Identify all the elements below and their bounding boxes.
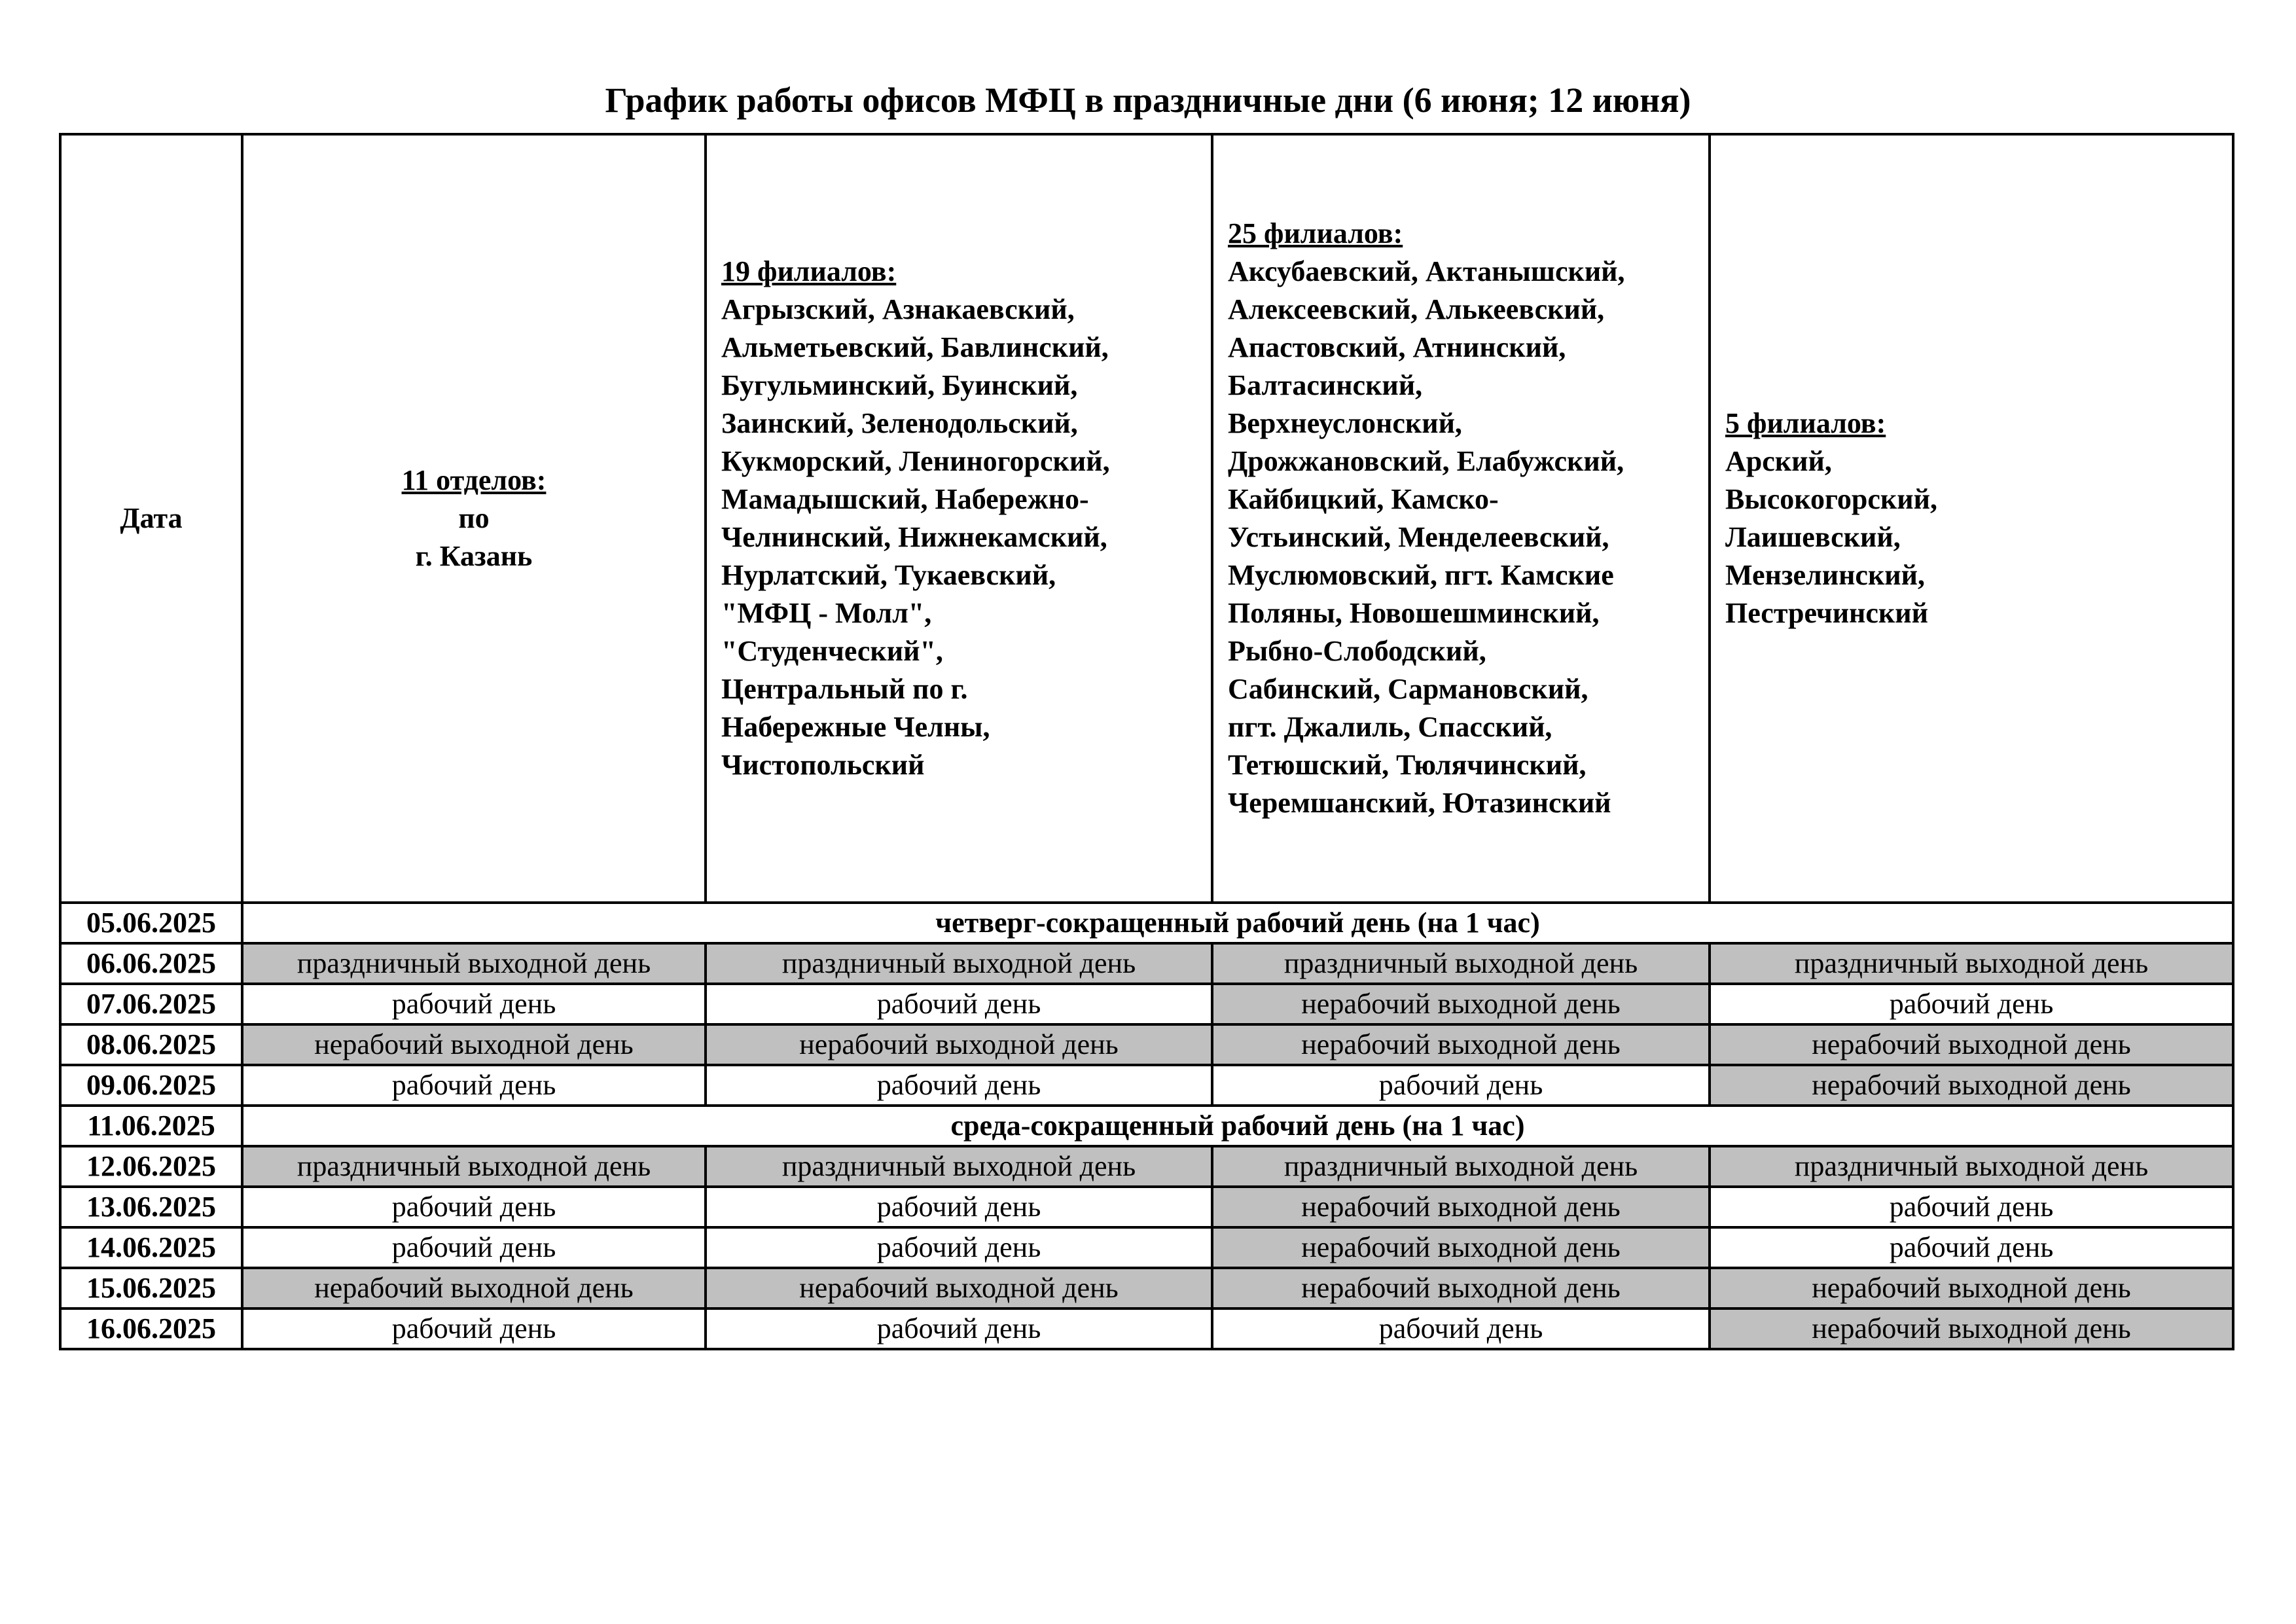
date-header-label: Дата — [120, 502, 183, 534]
column-heading: 5 филиалов: — [1725, 407, 1886, 439]
date-cell: 09.06.2025 — [60, 1065, 242, 1106]
branch-line: Нурлатский, Тукаевский, — [721, 559, 1056, 591]
day-off-cell: нерабочий выходной день — [1212, 984, 1710, 1024]
date-cell: 06.06.2025 — [60, 943, 242, 984]
branch-line: Апастовский, Атнинский, — [1228, 331, 1566, 363]
date-cell: 15.06.2025 — [60, 1268, 242, 1308]
date-cell: 13.06.2025 — [60, 1187, 242, 1227]
schedule-row — [60, 1106, 2233, 1146]
branch-line: Кайбицкий, Камско- — [1228, 483, 1499, 515]
branch-line: Альметьевский, Бавлинский, — [721, 331, 1109, 363]
day-off-cell: праздничный выходной день — [1710, 1146, 2233, 1187]
day-off-cell: нерабочий выходной день — [1710, 1024, 2233, 1065]
branch-line: Устьинский, Менделеевский, — [1228, 521, 1609, 553]
branch-line: Алексеевский, Алькеевский, — [1228, 293, 1605, 325]
branch-list — [721, 253, 1204, 784]
working-day-cell: рабочий день — [706, 1187, 1212, 1227]
working-day-cell: рабочий день — [1212, 1065, 1710, 1106]
header-row — [60, 134, 2233, 903]
schedule-row — [60, 1146, 2233, 1187]
schedule-row — [60, 1268, 2233, 1308]
branch-line: Арский, — [1725, 445, 1832, 477]
working-day-cell: рабочий день — [242, 984, 706, 1024]
branch-line: Аксубаевский, Актанышский, — [1228, 255, 1625, 287]
day-off-cell: нерабочий выходной день — [1212, 1024, 1710, 1065]
working-day-cell: рабочий день — [1710, 1187, 2233, 1227]
column-heading: 19 филиалов: — [721, 255, 897, 287]
column-heading: 25 филиалов: — [1228, 217, 1403, 249]
day-off-cell: праздничный выходной день — [1212, 1146, 1710, 1187]
day-off-cell: нерабочий выходной день — [1212, 1268, 1710, 1308]
working-day-cell: рабочий день — [706, 1308, 1212, 1349]
branch-line: Мамадышский, Набережно- — [721, 483, 1089, 515]
day-off-cell: нерабочий выходной день — [242, 1268, 706, 1308]
branch-line: Муслюмовский, пгт. Камские — [1228, 559, 1614, 591]
schedule-row — [60, 1187, 2233, 1227]
working-day-cell: рабочий день — [242, 1227, 706, 1268]
schedule-row — [60, 1227, 2233, 1268]
shortened-day-note: четверг-сокращенный рабочий день (на 1 час) — [242, 903, 2233, 943]
branch-line: Рыбно-Слободский, — [1228, 635, 1486, 667]
branch-line: Поляны, Новошешминский, — [1228, 597, 1600, 629]
day-off-cell: нерабочий выходной день — [1710, 1308, 2233, 1349]
branch-line: Мензелинский, — [1725, 559, 1926, 591]
working-day-cell: рабочий день — [1212, 1308, 1710, 1349]
branch-line: Центральный по г. — [721, 673, 968, 705]
day-off-cell: праздничный выходной день — [242, 943, 706, 984]
branch-line: Высокогорский, — [1725, 483, 1937, 515]
day-off-cell: праздничный выходной день — [1710, 943, 2233, 984]
column-line: г. Казань — [415, 540, 533, 572]
schedule-row — [60, 984, 2233, 1024]
branches-5-column-header — [1710, 134, 2233, 903]
branches-19-column-header — [706, 134, 1212, 903]
branch-line: Чистопольский — [721, 749, 925, 781]
branch-line: Пестречинский — [1725, 597, 1928, 629]
day-off-cell: нерабочий выходной день — [706, 1024, 1212, 1065]
schedule-row — [60, 903, 2233, 943]
day-off-cell: праздничный выходной день — [706, 1146, 1212, 1187]
document-title: График работы офисов МФЦ в праздничные дни (6 июня; 12 июня) — [605, 81, 1691, 120]
working-day-cell: рабочий день — [242, 1065, 706, 1106]
working-day-cell: рабочий день — [706, 984, 1212, 1024]
branch-line: Кукморский, Лениногорский, — [721, 445, 1110, 477]
branch-line: Заинский, Зеленодольский, — [721, 407, 1078, 439]
schedule-row — [60, 1308, 2233, 1349]
date-column-header — [60, 134, 242, 903]
shortened-day-note: среда-сокращенный рабочий день (на 1 час) — [242, 1106, 2233, 1146]
date-cell: 08.06.2025 — [60, 1024, 242, 1065]
day-off-cell: нерабочий выходной день — [1212, 1227, 1710, 1268]
date-cell: 11.06.2025 — [60, 1106, 242, 1146]
working-day-cell: рабочий день — [706, 1065, 1212, 1106]
date-cell: 07.06.2025 — [60, 984, 242, 1024]
schedule-row — [60, 943, 2233, 984]
branch-line: пгт. Джалиль, Спасский, — [1228, 711, 1552, 743]
day-off-cell: праздничный выходной день — [242, 1146, 706, 1187]
date-cell: 05.06.2025 — [60, 903, 242, 943]
branch-list — [1228, 215, 1702, 822]
working-day-cell: рабочий день — [242, 1187, 706, 1227]
day-off-cell: нерабочий выходной день — [1212, 1187, 1710, 1227]
schedule-table — [59, 133, 2234, 1350]
branch-line: Лаишевский, — [1725, 521, 1901, 553]
working-day-cell: рабочий день — [706, 1227, 1212, 1268]
day-off-cell: праздничный выходной день — [1212, 943, 1710, 984]
branch-line: "Студенческий", — [721, 635, 943, 667]
working-day-cell: рабочий день — [242, 1308, 706, 1349]
schedule-row — [60, 1024, 2233, 1065]
date-cell: 12.06.2025 — [60, 1146, 242, 1187]
day-off-cell: нерабочий выходной день — [706, 1268, 1212, 1308]
branch-line: Черемшанский, Ютазинский — [1228, 787, 1611, 819]
day-off-cell: праздничный выходной день — [706, 943, 1212, 984]
branch-line: Бугульминский, Буинский, — [721, 369, 1078, 401]
date-cell: 14.06.2025 — [60, 1227, 242, 1268]
date-cell: 16.06.2025 — [60, 1308, 242, 1349]
kazan-column-header — [242, 134, 706, 903]
working-day-cell: рабочий день — [1710, 984, 2233, 1024]
branch-line: Сабинский, Сармановский, — [1228, 673, 1588, 705]
day-off-cell: нерабочий выходной день — [1710, 1268, 2233, 1308]
branch-line: "МФЦ - Молл", — [721, 597, 932, 629]
column-heading: 11 отделов: — [401, 464, 547, 496]
column-line: по — [458, 502, 490, 534]
branch-line: Дрожжановский, Елабужский, — [1228, 445, 1624, 477]
branch-line: Челнинский, Нижнекамский, — [721, 521, 1107, 553]
branch-line: Агрызский, Азнакаевский, — [721, 293, 1075, 325]
branch-line: Верхнеуслонский, — [1228, 407, 1462, 439]
day-off-cell: нерабочий выходной день — [242, 1024, 706, 1065]
day-off-cell: нерабочий выходной день — [1710, 1065, 2233, 1106]
branch-line: Тетюшский, Тюлячинский, — [1228, 749, 1587, 781]
branch-line: Балтасинский, — [1228, 369, 1423, 401]
schedule-row — [60, 1065, 2233, 1106]
branch-list — [1725, 405, 2225, 632]
branch-line: Набережные Челны, — [721, 711, 990, 743]
working-day-cell: рабочий день — [1710, 1227, 2233, 1268]
branches-25-column-header — [1212, 134, 1710, 903]
